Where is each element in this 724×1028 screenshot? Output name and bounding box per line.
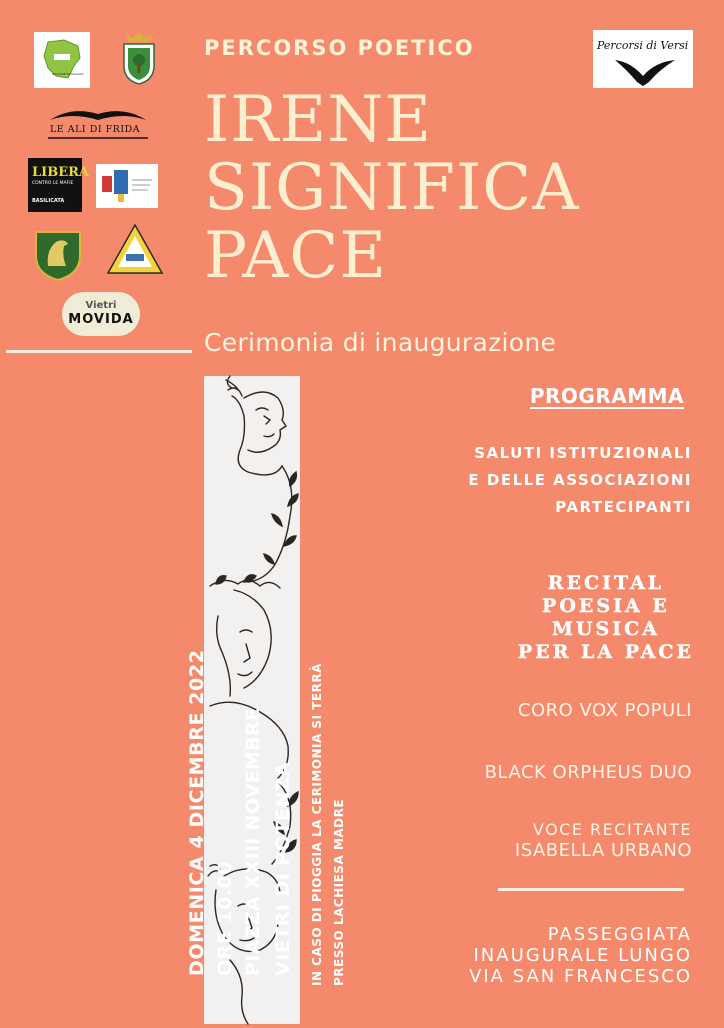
recital-line-3: MUSICA: [551, 618, 660, 640]
event-time: ORE 10.00: [214, 861, 236, 976]
coro-vox-populi: CORO VOX POPULI: [517, 700, 692, 721]
triangle-association-logo: [106, 222, 164, 276]
recital-line-4: PER LA PACE: [517, 641, 694, 663]
black-orpheus-duo: BLACK ORPHEUS DUO: [484, 762, 692, 783]
recital-line-1: RECITAL: [547, 572, 665, 594]
regione-basilicata-logo: [34, 32, 90, 88]
movida-logo-bottom-text: MOVIDA: [68, 312, 134, 327]
percorsi-logo-text: Percorsi di Versi: [597, 39, 689, 52]
voce-recitante-name: ISABELLA URBANO: [514, 840, 692, 861]
voce-recitante-label: VOCE RECITANTE: [532, 820, 692, 839]
horse-crest-logo: [32, 226, 84, 282]
vietri-municipality-crest: [118, 30, 160, 86]
passeggiata-line-3: VIA SAN FRANCESCO: [469, 966, 692, 987]
libera-basilicata-logo: [28, 158, 90, 212]
association-logo-blue: [96, 164, 158, 208]
main-title: [204, 83, 580, 293]
saluti-line-1: SALUTI ISTITUZIONALI: [474, 444, 692, 462]
saluti-line-3: PARTECIPANTI: [555, 498, 692, 516]
title-line-3: PACE: [204, 219, 388, 293]
passeggiata-line-1: PASSEGGIATA: [547, 924, 692, 945]
event-place: PIAZZA XXIII NOVEMBRE: [242, 707, 264, 976]
title-line-2: SIGNIFICA: [204, 151, 580, 225]
programma-divider: [498, 888, 684, 891]
subtitle: Cerimonia di inaugurazione: [204, 328, 557, 357]
saluti-line-2: E DELLE ASSOCIAZIONI: [468, 471, 692, 489]
passeggiata-block: [469, 924, 692, 987]
saluti-block: [468, 440, 692, 521]
rain-note-line-2: PRESSO LACHIESA MADRE: [332, 798, 346, 986]
libera-logo-text: LIBERA: [32, 164, 90, 180]
libera-logo-region: BASILICATA: [32, 197, 65, 204]
recital-line-2: POESIA E: [542, 595, 670, 617]
programma-heading: PROGRAMMA: [529, 384, 684, 408]
percorsi-di-versi-logo: [593, 30, 693, 88]
le-ali-di-frida-logo: [44, 104, 152, 140]
rain-note-line-1: IN CASO DI PIOGGIA LA CERIMONIA SI TERRÀ: [310, 663, 324, 986]
event-date: DOMENICA 4 DICEMBRE 2022: [186, 649, 208, 976]
title-line-1: IRENE: [204, 83, 432, 157]
kicker-title: PERCORSO POETICO: [204, 36, 475, 60]
movida-logo-top-text: Vietri: [85, 300, 117, 311]
event-town: VIETRI DI POTENZA: [272, 761, 294, 976]
libera-logo-subtext: CONTRO LE MAFIE: [32, 180, 74, 186]
recital-block: [518, 572, 694, 664]
frida-logo-text: LE ALI DI FRIDA: [50, 124, 141, 135]
basilicata-logo-text: REGIONE BASILICATA: [52, 72, 84, 76]
vietri-movida-logo: [62, 292, 140, 336]
passeggiata-line-2: INAUGURALE LUNGO: [473, 945, 692, 966]
subtitle-divider: [6, 350, 192, 353]
